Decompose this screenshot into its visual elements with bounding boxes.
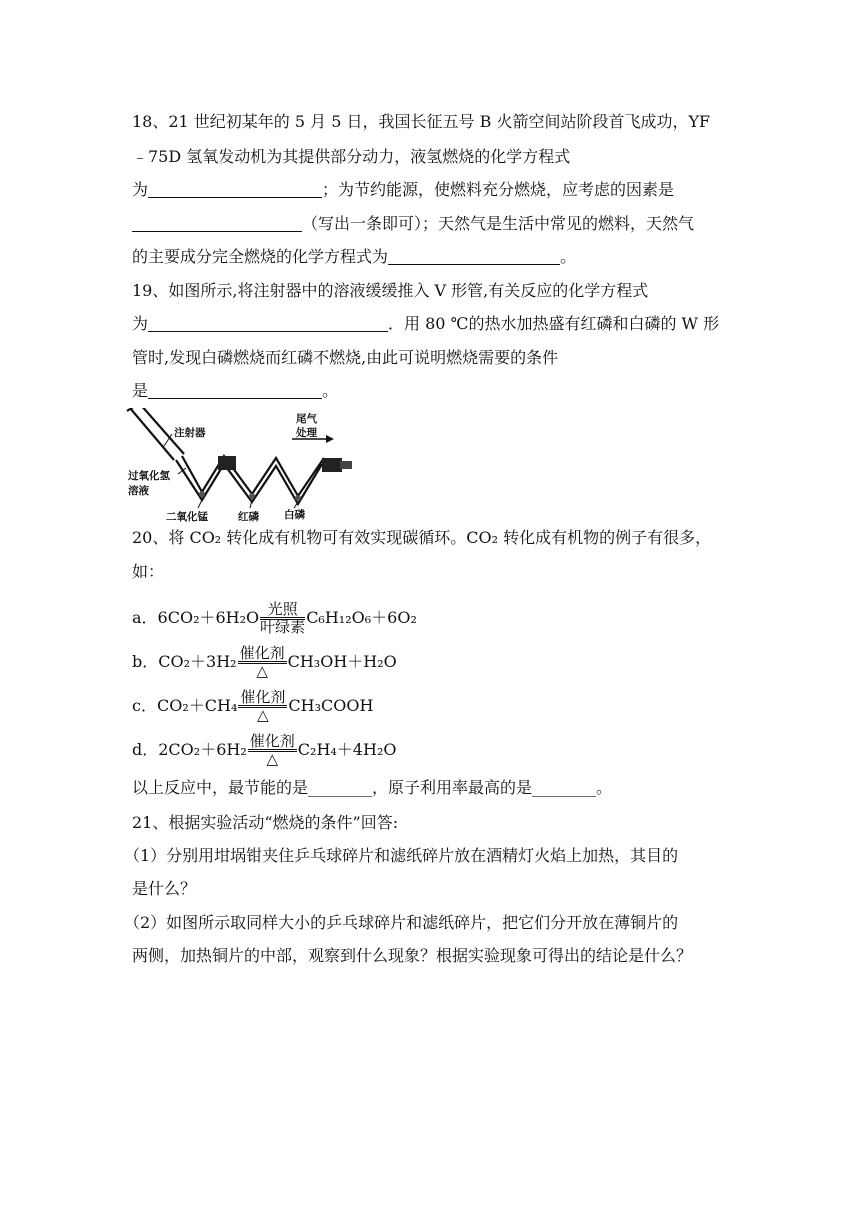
q18-line5: [132, 247, 576, 267]
eq-lhs: 6CO₂＋6H₂O: [157, 608, 260, 627]
q20-eq-d: [132, 734, 396, 767]
red-p-sample: [249, 493, 255, 499]
q20-summary: 以上反应中，最节能的是________，原子利用率最高的是________。: [132, 778, 613, 797]
eq-label: b．: [132, 652, 159, 671]
eq-rhs: C₆H₁₂O₆＋6O₂: [306, 608, 417, 627]
eq-label: a．: [132, 608, 158, 627]
eq-condition: [248, 734, 297, 767]
cond-bottom: △: [257, 706, 269, 724]
cond-bottom: △: [266, 750, 279, 768]
q21-line4: （2）如图所示取同样大小的乒乓球碎片和滤纸碎片，把它们分开放在薄铜片的: [124, 913, 679, 932]
q21-line2: （1）分别用坩埚钳夹住乒乓球碎片和滤纸碎片放在酒精灯火焰上加热，其目的: [124, 846, 679, 865]
q19-line3: 管时,发现白磷燃烧而红磷不燃烧,由此可说明燃烧需要的条件: [132, 348, 559, 367]
stopper: [218, 456, 236, 470]
eq-rhs: C₂H₄＋4H₂O: [297, 740, 397, 759]
stopper: [322, 458, 342, 472]
q19-text: 。: [322, 381, 339, 400]
q19-blank-1[interactable]: [148, 315, 388, 332]
label-h2o2: 过氧化氢: [128, 470, 170, 482]
q18-text: 为: [132, 180, 149, 199]
q20-intro2: 如：: [132, 562, 165, 581]
apparatus-figure: [126, 408, 360, 524]
q18-text: ；为节约能源，使燃料充分燃烧，应考虑的因素是: [322, 180, 675, 199]
cond-top: 催化剂: [239, 644, 285, 662]
q18-blank-1[interactable]: [148, 181, 322, 198]
cond-top: 光照: [260, 602, 305, 620]
eq-lhs: CO₂＋CH₄: [156, 696, 238, 715]
q19-line4: [132, 381, 338, 401]
cond-top: 催化剂: [249, 732, 295, 750]
eq-rhs: CH₃OH＋H₂O: [287, 652, 397, 671]
q21-line3: 是什么？: [132, 879, 197, 898]
label-red-p: 红磷: [238, 511, 259, 523]
q20-eq-b: [132, 646, 397, 679]
q19-text: 为: [132, 314, 149, 333]
q21-line5: 两侧，加热铜片的中部，观察到什么现象？根据实验现象可得出的结论是什么？: [132, 946, 693, 965]
label-h2o2-2: 溶液: [128, 485, 149, 497]
q20-eq-a: [132, 602, 417, 635]
eq-condition: [238, 646, 287, 679]
eq-label: d．: [132, 740, 159, 759]
white-p-sample: [295, 495, 301, 501]
cond-top: 催化剂: [240, 688, 286, 706]
eq-label: c．: [132, 696, 157, 715]
q18-text: 的主要成分完全燃烧的化学方程式为: [132, 247, 389, 266]
cond-bottom: 叶绿素: [260, 618, 306, 636]
eq-rhs: CH₃COOH: [288, 696, 374, 715]
q20-eq-c: [132, 690, 373, 723]
q18-line4: [132, 214, 694, 234]
eq-lhs: CO₂＋3H₂: [158, 652, 237, 671]
q19-blank-2[interactable]: [148, 382, 322, 399]
q18-blank-2[interactable]: [132, 215, 302, 232]
q18-blank-3[interactable]: [388, 248, 560, 265]
cond-bottom: △: [256, 662, 268, 680]
q19-text: 是: [132, 381, 149, 400]
mno2-sample: [199, 491, 205, 497]
q20-intro1: 20、将 CO₂ 转化成有机物可有效实现碳循环。CO₂ 转化成有机物的例子有很多，: [132, 528, 712, 547]
label-white-p: 白磷: [284, 509, 305, 521]
q18-line3: [132, 180, 674, 200]
eq-condition: [238, 690, 287, 723]
label-exhaust-2: 处理: [296, 427, 317, 439]
q18-text: （写出一条即可）；天然气是生活中常见的燃料，天然气: [302, 214, 695, 233]
q19-line2: [132, 314, 719, 334]
label-syringe: 注射器: [174, 427, 206, 439]
eq-condition: [260, 602, 305, 635]
label-mno2: 二氧化锰: [166, 511, 208, 523]
q18-text: 。: [560, 247, 577, 266]
q19-line1: 19、如图所示,将注射器中的溶液缓缓推入 V 形管,有关反应的化学方程式: [132, 281, 649, 300]
label-exhaust: 尾气: [296, 413, 317, 425]
q19-text: ．用 80 ℃的热水加热盛有红磷和白磷的 W 形: [388, 314, 720, 333]
q18-line2: ﹣75D 氢氧发动机为其提供部分动力，液氢燃烧的化学方程式: [132, 147, 571, 166]
q21-line1: 21、根据实验活动“燃烧的条件”回答:: [132, 813, 399, 832]
q18-line1: 18、21 世纪初某年的 5 月 5 日，我国长征五号 B 火箭空间站阶段首飞成功，YF: [132, 112, 711, 131]
eq-lhs: 2CO₂＋6H₂: [158, 740, 247, 759]
